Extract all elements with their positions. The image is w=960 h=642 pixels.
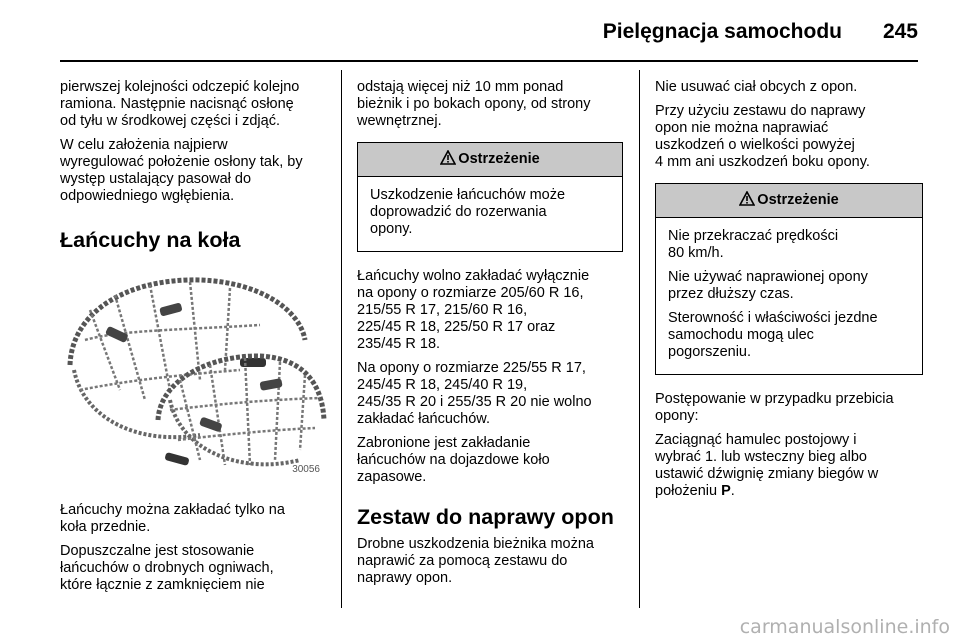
section-heading-tyre-repair-kit: Zestaw do naprawy opon <box>357 505 614 529</box>
gear-position-p: P <box>721 483 731 499</box>
paragraph: Na opony o rozmiarze 225/55 R 17, 245/45 R 18, 245/40 R 19, 245/35 R 20 i 255/35 R 20 nie wolno zakładać łańcuchów. <box>357 360 592 427</box>
paragraph: Drobne uszkodzenia bieżnika można naprawić za pomocą zestawu do naprawy opon. <box>357 536 594 586</box>
text-run: Zaciągnąć hamulec postojowy i wybrać 1. lub wsteczny bieg albo ustawić dźwignię zmiany biegów w położeniu <box>655 432 879 499</box>
snow-chains-illustration <box>60 270 328 482</box>
paragraph: Zabronione jest zakładanie łańcuchów na dojazdowe koło zapasowe. <box>357 435 550 485</box>
warning-text: Nie używać naprawionej opony przez dłuższy czas. <box>668 269 868 302</box>
paragraph: odstają więcej niż 10 mm ponad bieżnik i po bokach opony, od strony wewnętrznej. <box>357 79 591 129</box>
column-divider <box>639 70 640 608</box>
paragraph: Dopuszczalne jest stosowanie łańcuchów o drobnych ogniwach, które łącznie z zamknięciem nie <box>60 543 274 593</box>
column-2 <box>357 79 623 594</box>
paragraph: Nie usuwać ciał obcych z opon. <box>655 79 858 95</box>
figure-number: 30056 <box>292 464 320 475</box>
warning-box <box>357 142 623 252</box>
paragraph: Łańcuchy wolno zakładać wyłącznie na opony o rozmiarze 205/60 R 16, 215/55 R 17, 215/60 R 16, 225/45 R 18, 225/50 R 17 oraz 235/45 R 18. <box>357 268 590 352</box>
paragraph: Łańcuchy można zakładać tylko na koła przednie. <box>60 502 285 535</box>
paragraph <box>655 432 923 500</box>
paragraph: Przy użyciu zestawu do naprawy opon nie można naprawiać uszkodzeń o wielkości powyżej 4 mm ani uszkodzeń boku opony. <box>655 103 870 170</box>
section-heading-snow-chains: Łańcuchy na koła <box>60 228 241 252</box>
paragraph: Postępowanie w przypadku przebicia opony: <box>655 391 894 424</box>
warning-title: Ostrzeżenie <box>458 151 540 167</box>
paragraph: W celu założenia najpierw wyregulować położenie osłony tak, by występ ustalający pasował do odpowiedniego wgłębienia. <box>60 137 303 204</box>
header-rule <box>60 60 918 62</box>
column-1 <box>60 79 328 601</box>
text-run: . <box>730 483 735 499</box>
snow-chains-icon <box>60 270 328 482</box>
warning-box <box>655 183 923 375</box>
warning-text: Nie przekraczać prędkości 80 km/h. <box>668 228 839 261</box>
warning-title: Ostrzeżenie <box>757 192 839 208</box>
warning-header <box>656 184 922 218</box>
warning-triangle-icon <box>440 150 456 170</box>
column-3 <box>655 79 923 507</box>
page-title: Pielęgnacja samochodu <box>602 20 842 43</box>
watermark: carmanualsonline.info <box>739 616 950 638</box>
page-header <box>0 0 960 62</box>
warning-header <box>358 143 622 177</box>
paragraph: pierwszej kolejności odczepić kolejno ramiona. Następnie nacisnąć osłonę od tyłu w środkowej części i zdjąć. <box>60 79 300 129</box>
warning-triangle-icon <box>739 191 755 211</box>
page-number: 245 <box>882 20 918 43</box>
column-divider <box>341 70 342 608</box>
warning-text: Sterowność i właściwości jezdne samochodu mogą ulec pogorszeniu. <box>668 310 878 360</box>
warning-text: Uszkodzenie łańcuchów może doprowadzić do rozerwania opony. <box>370 187 566 237</box>
